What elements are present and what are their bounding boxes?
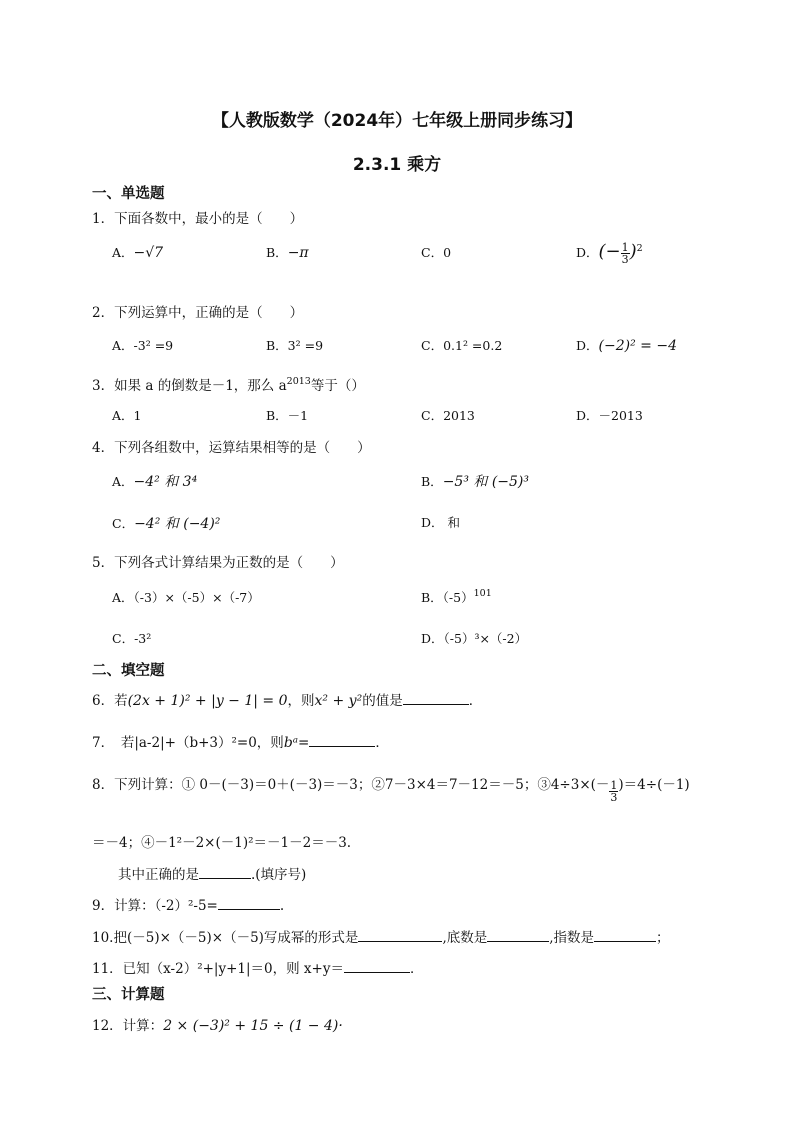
answer-blank[interactable]	[309, 746, 375, 747]
question-4-option-a: A．−4² 和 3⁴	[112, 474, 198, 490]
question-5-option-a: A．（-3）×（-5）×（-7）	[112, 590, 260, 605]
question-2-option-d: D．(−2)² = −4	[576, 338, 677, 354]
question-2-option-b: B．3² =9	[266, 338, 324, 353]
answer-blank[interactable]	[403, 704, 469, 705]
answer-blank[interactable]	[344, 972, 410, 973]
question-3-option-b: B．－1	[266, 408, 309, 423]
question-8-line-3: 其中正确的是 .(填序号)	[118, 867, 307, 883]
question-10: 10.把(－5)×（－5)×（－5)写成幂的形式是 ,底数是 ,指数是 ；	[92, 930, 670, 946]
question-6: 6．若(2x + 1)² + |y − 1| = 0，则x² + y²的值是 ．	[92, 693, 483, 709]
question-8-line-2: ＝－4；④－1²－2×(－1)²＝－1－2＝－3.	[92, 835, 352, 851]
answer-blank[interactable]	[358, 941, 442, 942]
question-1-option-c: C．0	[421, 245, 452, 260]
answer-blank[interactable]	[487, 941, 549, 942]
question-4-option-b: B．−5³ 和 (−5)³	[421, 474, 530, 490]
question-2-option-a: A．-3² =9	[112, 338, 174, 353]
question-7: 7． 若|a-2|+（b+3）²=0，则bᵃ= ．	[92, 735, 389, 751]
question-2-stem: 2．下列运算中，正确的是（ ）	[92, 305, 304, 321]
question-11: 11．已知（x-2）²+|y+1|＝0，则 x+y＝ ．	[92, 961, 424, 977]
question-5-option-c: C．-3²	[112, 631, 152, 646]
question-9: 9．计算：（-2）²-5= .	[92, 898, 285, 914]
question-5-stem: 5．下列各式计算结果为正数的是（ ）	[92, 555, 344, 571]
question-1-option-a: A．−√7	[112, 245, 164, 261]
question-12: 12．计算：2 × (−3)² + 15 ÷ (1 − 4)·	[92, 1018, 343, 1034]
question-1-option-d: D．(− $\frac{1}{3}$ )$^2$	[576, 241, 643, 266]
page-subtitle: 2.3.1 乘方	[352, 155, 442, 175]
question-5-option-d: D．（-5）³×（-2）	[421, 631, 528, 646]
section-heading-calculation: 三、计算题	[92, 987, 165, 1003]
question-4-option-c: C．−4² 和 (−4)²	[112, 516, 221, 532]
question-5-option-b: B．$(-5)^{101}$	[421, 588, 492, 605]
question-1-stem: 1．下面各数中，最小的是（ ）	[92, 211, 304, 227]
question-8-line-1: 8．下列计算：① 0－(－3)＝0＋(－3)＝－3；②7－3×4＝7－12＝－5；③4÷3×(－ $\frac{1}{3}$ )＝4÷(－1)	[92, 777, 690, 804]
answer-blank[interactable]	[218, 909, 280, 910]
page-title: 【人教版数学（2024年）七年级上册同步练习】	[211, 111, 583, 131]
answer-blank[interactable]	[199, 878, 251, 879]
question-3-stem: 3．如果 a 的倒数是－1，那么 $a^{2013}$等于（）	[92, 376, 365, 394]
question-2-option-c: C．0.1² =0.2	[421, 338, 503, 353]
question-4-stem: 4．下列各组数中，运算结果相等的是（ ）	[92, 440, 371, 456]
question-1-option-b: B．−π	[266, 245, 309, 261]
question-3-option-a: A．1	[112, 408, 142, 423]
section-heading-single-choice: 一、单选题	[92, 186, 165, 202]
answer-blank[interactable]	[594, 941, 656, 942]
question-4-option-d: D． 和	[421, 515, 460, 530]
question-3-option-d: D．－2013	[576, 408, 643, 423]
question-3-option-c: C．2013	[421, 408, 475, 423]
section-heading-fill-blank: 二、填空题	[92, 663, 165, 679]
